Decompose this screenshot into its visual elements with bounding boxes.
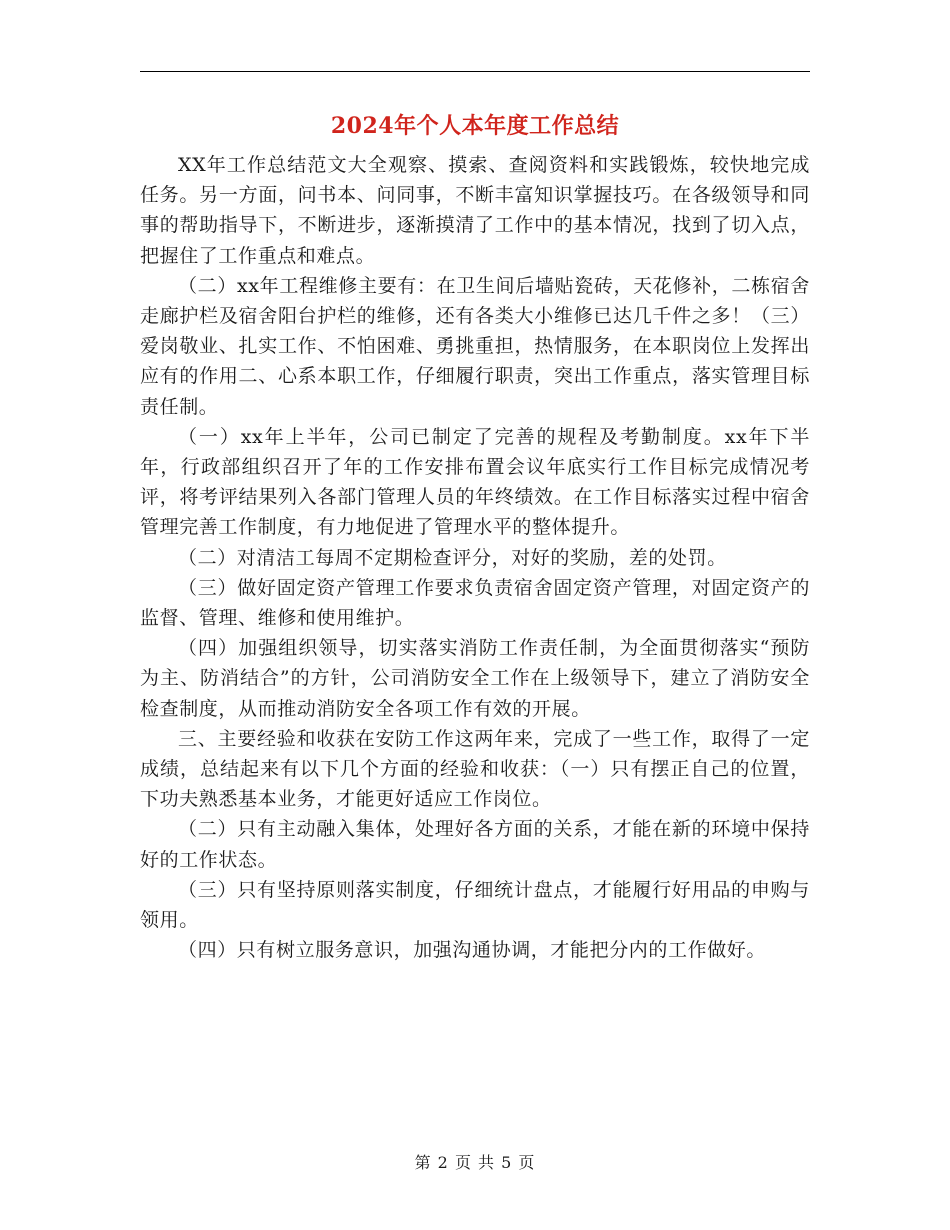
paragraph: （四）只有树立服务意识，加强沟通协调，才能把分内的工作做好。 bbox=[178, 939, 767, 962]
paragraph: XX年工作总结范文大全观察、摸索、查阅资料和实践锻炼，较快地完成任务。另一方面，问书本、问同事，不断丰富知识掌握技巧。在各级领导和同事的帮助指导下，不断进步，逐渐摸清了工作中的基本情况，找到了切入点，把握住了工作重点和难点。 bbox=[140, 154, 810, 267]
footer-suffix: 页 bbox=[518, 1153, 536, 1172]
footer-total-pages: 5 bbox=[501, 1153, 513, 1172]
document-body bbox=[140, 150, 810, 965]
paragraph: （一）xx年上半年，公司已制定了完善的规程及考勤制度。xx年下半年，行政部组织召开了年的工作安排布置会议年底实行工作目标完成情况考评，将考评结果列入各部门管理人员的年终绩效。在工作目标落实过程中宿舍管理完善工作制度，有力地促进了管理水平的整体提升。 bbox=[140, 425, 810, 539]
document-title: 2024年个人本年度工作总结 bbox=[330, 113, 620, 139]
footer-current-page: 2 bbox=[437, 1153, 449, 1172]
paragraph: （二）xx年工程维修主要有：在卫生间后墙贴瓷砖，天花修补，二栋宿舍走廊护栏及宿舍阳台护栏的维修，还有各类大小维修已达几千件之多！（三）爱岗敬业、扎实工作、不怕困难、勇挑重担，热情服务，在本职岗位上发挥出应有的作用二、心系本职工作，仔细履行职责，突出工作重点，落实管理目标责任制。 bbox=[140, 274, 810, 418]
footer-middle: 页 共 bbox=[454, 1153, 496, 1172]
paragraph: （四）加强组织领导，切实落实消防工作责任制，为全面贯彻落实“预防为主、防消结合”的方针，公司消防安全工作在上级领导下，建立了消防安全检查制度，从而推动消防安全各项工作有效的开展。 bbox=[140, 637, 810, 720]
header-rule bbox=[140, 71, 810, 72]
paragraph: 三、主要经验和收获在安防工作这两年来，完成了一些工作，取得了一定成绩，总结起来有以下几个方面的经验和收获：（一）只有摆正自己的位置，下功夫熟悉基本业务，才能更好适应工作岗位。 bbox=[140, 727, 810, 811]
paragraph: （三）做好固定资产管理工作要求负责宿舍固定资产管理，对固定资产的监督、管理、维修和使用维护。 bbox=[140, 576, 810, 630]
paragraph: （三）只有坚持原则落实制度，仔细统计盘点，才能履行好用品的申购与领用。 bbox=[140, 878, 810, 932]
paragraph: （二）对清洁工每周不定期检查评分，对好的奖励，差的处罚。 bbox=[178, 546, 727, 569]
page-footer bbox=[140, 1152, 810, 1174]
paragraph: （二）只有主动融入集体，处理好各方面的关系，才能在新的环境中保持好的工作状态。 bbox=[140, 818, 810, 871]
footer-prefix: 第 bbox=[414, 1153, 432, 1172]
